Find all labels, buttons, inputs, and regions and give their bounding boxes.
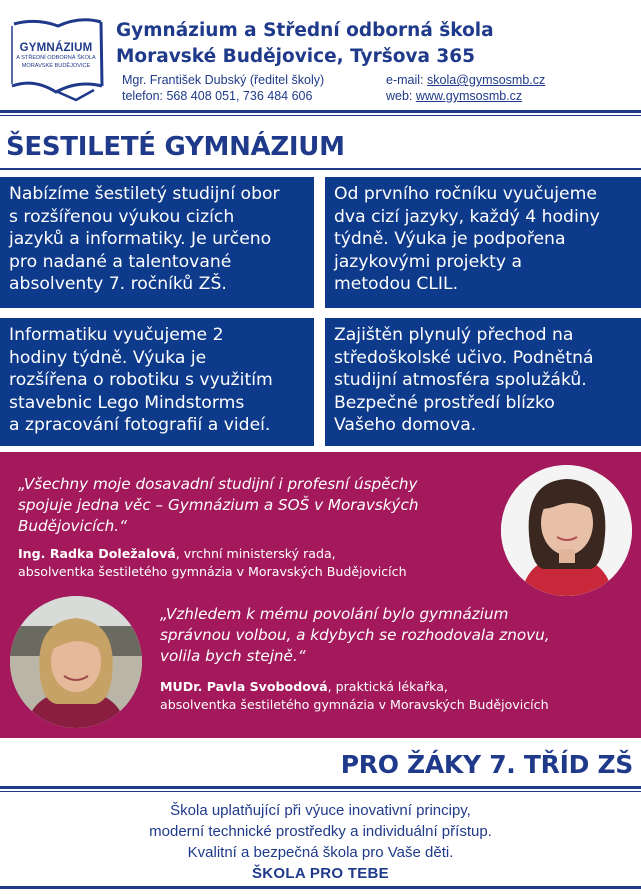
box-line: Informatiku vyučujeme 2 [9, 325, 224, 345]
box-line: absolventy 7. ročníků ZŠ. [9, 274, 227, 294]
box-line: jazykovými projekty a [334, 251, 523, 272]
box-line: jazyků a informatiky. Je určeno [9, 229, 272, 249]
quote-line: Budějovicích.“ [18, 517, 127, 535]
web-label: web: [386, 89, 413, 103]
box-line: středoškolské učivo. Podnětná [334, 347, 594, 368]
feature-box-languages-informatics [0, 177, 314, 308]
bottom-divider [0, 886, 641, 889]
box-line: rozšířena o robotiku s využitím [9, 370, 273, 390]
portrait-photo-2 [10, 596, 142, 728]
quote-line: „Všechny moje dosavadní studijní i profesní úspěchy [18, 475, 418, 493]
footer-slogan [0, 800, 641, 884]
web-row [386, 88, 545, 104]
web-link[interactable]: www.gymsosmb.cz [415, 89, 523, 103]
feature-box-transition [325, 318, 641, 446]
footer-tagline: ŠKOLA PRO TEBE [252, 865, 389, 882]
person-portrait-icon [501, 465, 632, 596]
feature-box-informatics-robotics [0, 318, 314, 446]
person-name: MUDr. Pavla Svobodová [160, 679, 328, 694]
box-line: s rozšířenou výukou cizích [9, 206, 235, 227]
email-link[interactable]: skola@gymsosmb.cz [427, 73, 546, 87]
person-detail: absolventka šestiletého gymnázia v Moravských Budějovicích [18, 564, 407, 579]
footer-divider [0, 786, 641, 789]
box-line: stavebnic Lego Mindstorms [9, 392, 245, 413]
box-line: Zajištěn plynulý přechod na [334, 325, 574, 345]
testimonial-attribution-1 [18, 545, 508, 581]
page-title: ŠESTILETÉ GYMNÁZIUM [6, 132, 345, 162]
school-name [116, 18, 636, 70]
phone-numbers: telefon: 568 408 051, 736 484 606 [122, 89, 313, 103]
box-line: Bezpečné prostředí blízko [334, 392, 555, 413]
box-line: pro nadané a talentované [9, 251, 232, 272]
school-name-line-2: Moravské Budějovice, Tyršova 365 [116, 46, 476, 67]
box-line: týdně. Výuka je podpořena [334, 229, 566, 249]
logo-subtitle-2: MORAVSKÉ BUDĚJOVICE [21, 62, 91, 69]
footer-divider-thin [0, 791, 641, 792]
person-role: , vrchní ministerský rada, [175, 546, 336, 561]
contact-right [386, 72, 545, 104]
school-logo [6, 14, 106, 102]
quote-line: „Vzhledem k mému povolání bylo gymnázium [160, 605, 509, 623]
footer-line: Kvalitní a bezpečná škola pro Vaše děti. [187, 844, 454, 861]
email-label: e-mail: [386, 73, 424, 87]
person-detail: absolventka šestiletého gymnázia v Moravských Budějovicích [160, 697, 549, 712]
page-header [0, 0, 641, 118]
portrait-photo-1 [501, 465, 632, 596]
testimonial-attribution-2 [160, 678, 640, 714]
logo-wordmark: GYMNÁZIUM [19, 42, 93, 54]
person-name: Ing. Radka Doležalová [18, 546, 176, 561]
contact-left [122, 72, 324, 104]
box-line: Nabízíme šestiletý studijní obor [9, 184, 280, 204]
footer-line: moderní technické prostředky a individuální přístup. [149, 823, 492, 840]
box-line: Vašeho domova. [334, 415, 477, 435]
quote-line: spojuje jedna věc – Gymnázium a SOŠ v Moravských [18, 496, 419, 514]
title-divider [0, 168, 641, 170]
quote-line: volila bych stejně.“ [160, 647, 306, 665]
school-name-line-1: Gymnázium a Střední odborná škola [116, 20, 494, 41]
box-line: Od prvního ročníku vyučujeme [334, 184, 597, 204]
director-name: Mgr. František Dubský (ředitel školy) [122, 73, 325, 87]
feature-box-foreign-languages [325, 177, 641, 308]
box-line: a zpracování fotografií a videí. [9, 415, 271, 435]
quote-line: správnou volbou, a kdybych se rozhodovala znovu, [160, 626, 550, 644]
testimonial-quote-1 [18, 474, 498, 537]
box-line: studijní atmosféra spolužáků. [334, 370, 587, 390]
testimonial-quote-2 [160, 604, 630, 667]
box-line: metodou CLIL. [334, 274, 459, 294]
footer-line: Škola uplatňující při výuce inovativní principy, [170, 802, 471, 819]
logo-subtitle-1: A STŘEDNÍ ODBORNÁ ŠKOLA [16, 55, 96, 61]
person-role: , praktická lékařka, [327, 679, 448, 694]
target-audience-heading: PRO ŽÁKY 7. TŘÍD ZŠ [340, 750, 633, 779]
person-portrait-icon [10, 596, 142, 728]
box-line: hodiny týdně. Výuka je [9, 347, 207, 368]
header-divider-thin [0, 115, 641, 116]
header-divider [0, 110, 641, 113]
email-row [386, 72, 545, 88]
box-line: dva cizí jazyky, každý 4 hodiny [334, 206, 600, 227]
